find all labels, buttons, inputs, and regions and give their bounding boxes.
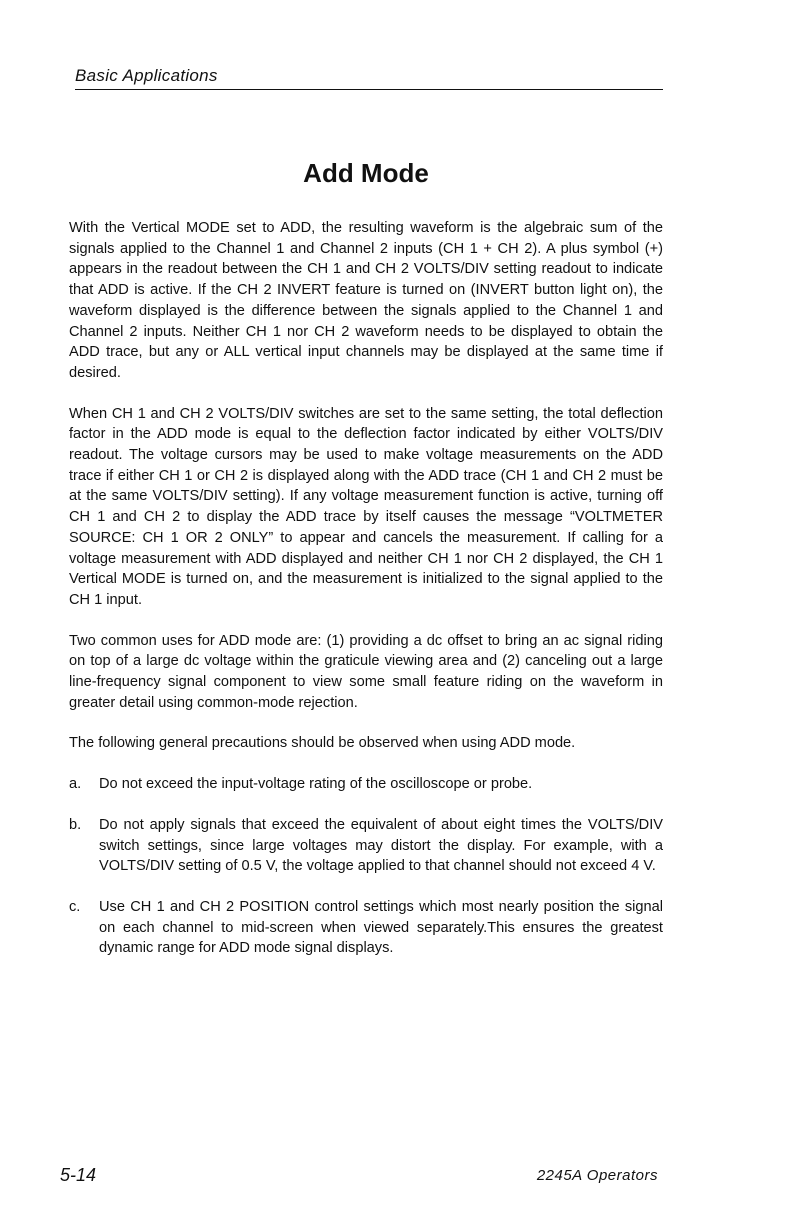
page-title: Add Mode [303, 158, 429, 188]
section-title: Basic Applications [75, 66, 218, 85]
list-marker: c. [69, 898, 81, 915]
list-text: Do not exceed the input-voltage rating of the oscilloscope or probe. [99, 776, 533, 793]
paragraph-precautions-intro: The following general precautions should be observed when using ADD mode. [69, 735, 576, 752]
list-text: Use CH 1 and CH 2 POSITION control settings which most nearly position the signal on each channel to mid-screen when viewed separately.This ensures the greatest dynamic range for ADD mode signal displays. [99, 898, 663, 957]
page-number: 5-14 [60, 1165, 97, 1185]
list-marker: a. [69, 776, 82, 793]
precaution-item-b [69, 815, 663, 877]
precaution-item-a [69, 774, 663, 795]
paragraph-deflection-factor: When CH 1 and CH 2 VOLTS/DIV switches are set to the same setting, the total deflection factor in the ADD mode is equal to the deflection factor indicated by either VOLTS/DIV readout. The voltage cursors may be used to make voltage measurements on the ADD trace if either CH 1 or CH 2 is displayed along with the ADD trace (CH 1 and CH 2 must be at the same VOLTS/DIV setting). If any voltage measurement function is active, turning off CH 1 and CH 2 to display the ADD trace by itself causes the message “VOLTMETER SOURCE: CH 1 OR 2 ONLY” to appear and cancels the measurement. If calling for a voltage measurement with ADD displayed and neither CH 1 nor CH 2 displayed, the CH 1 Vertical MODE is turned on, and the measurement is initialized to the signal applied to the CH 1 input. [69, 405, 663, 608]
page-header [75, 66, 663, 90]
list-text: Do not apply signals that exceed the equivalent of about eight times the VOLTS/DIV switch settings, since large voltages may distort the display. For example, with a VOLTS/DIV setting of 0.5 V, the voltage applied to that channel should not exceed 4 V. [99, 816, 663, 875]
paragraph-common-uses: Two common uses for ADD mode are: (1) providing a dc offset to bring an ac signal riding on top of a large dc voltage within the graticule viewing area and (2) canceling out a large line-frequency signal component to view some small feature riding on the waveform in greater detail using common-mode rejection. [69, 632, 663, 711]
manual-name: 2245A Operators [536, 1167, 658, 1184]
body-content [69, 218, 663, 979]
paragraph-add-mode-overview: With the Vertical MODE set to ADD, the resulting waveform is the algebraic sum of the signals applied to the Channel 1 and Channel 2 inputs (CH 1 + CH 2). A plus symbol (+) appears in the readout between the CH 1 and CH 2 VOLTS/DIV setting readout to indicate that ADD is active. If the CH 2 INVERT feature is turned on (INVERT button light on), the waveform displayed is the difference between the signals applied to the Channel 1 and Channel 2 inputs. Neither CH 1 nor CH 2 waveform needs to be displayed to obtain the ADD trace, but any or ALL vertical input channels may be displayed at the same time if desired. [69, 220, 663, 381]
precaution-item-c [69, 897, 663, 959]
list-marker: b. [69, 816, 82, 833]
